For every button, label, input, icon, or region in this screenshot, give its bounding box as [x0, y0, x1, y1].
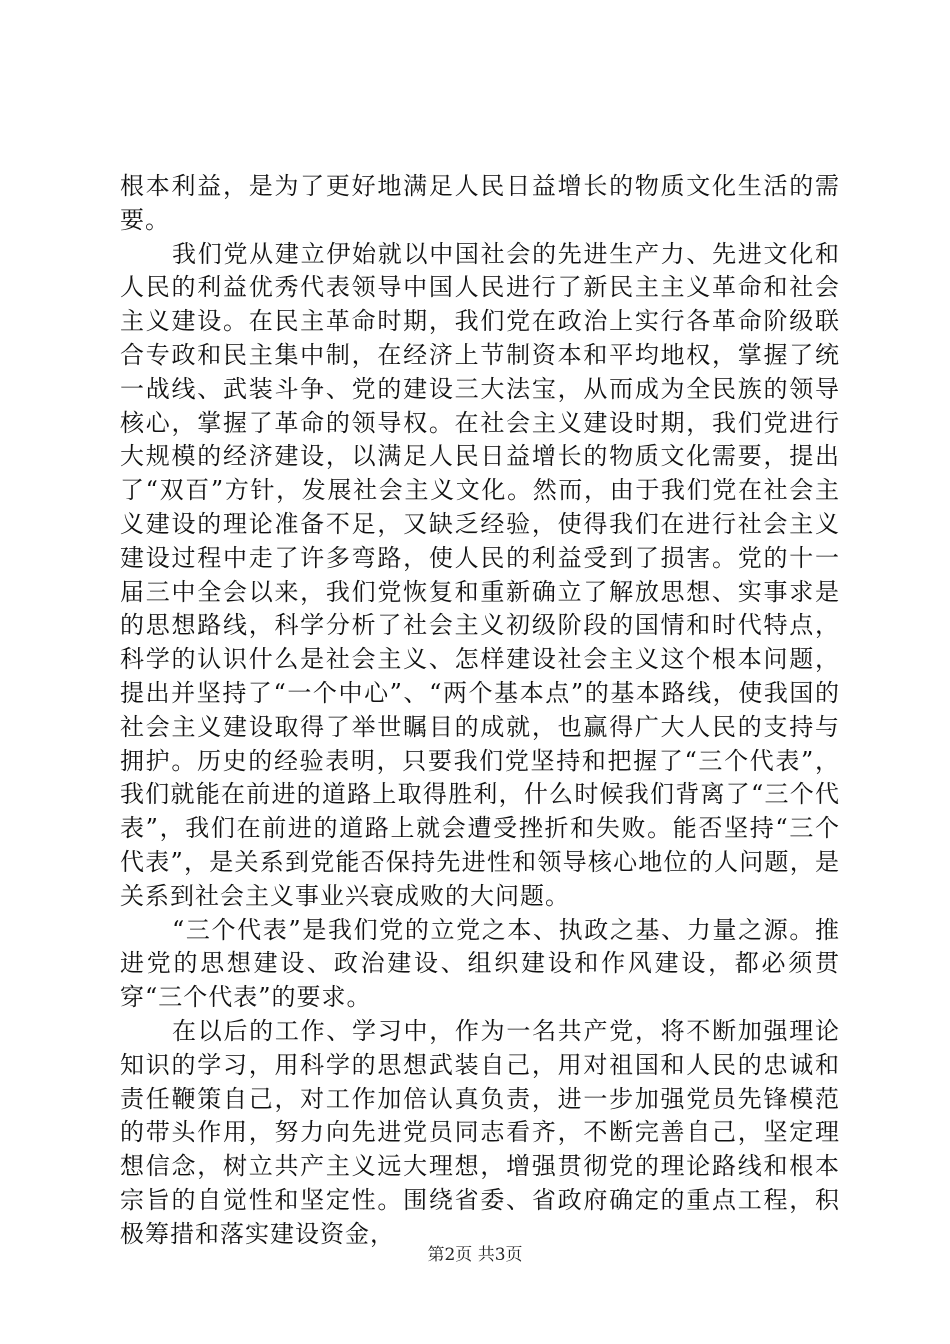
page-number-footer: 第2页 共3页	[427, 1245, 523, 1265]
paragraph-1: 根本利益，是为了更好地满足人民日益增长的物质文化生活的需要。	[120, 172, 840, 234]
paragraph-3: “三个代表”是我们党的立党之本、执政之基、力量之源。推进党的思想建设、政治建设、组织建设和作风建设，都必须贯穿“三个代表”的要求。	[120, 915, 840, 1012]
paragraph-4: 在以后的工作、学习中，作为一名共产党，将不断加强理论知识的学习，用科学的思想武装自己，用对祖国和人民的忠诚和责任鞭策自己，对工作加倍认真负责，进一步加强党员先锋模范的带头作用，努力向先进党员同志看齐，不断完善自己，坚定理想信念，树立共产主义远大理想，增强贯彻党的理论路线和根本宗旨的自觉性和坚定性。围绕省委、省政府确定的重点工程，积极筹措和落实建设资金，	[120, 1016, 840, 1248]
paragraph-2: 我们党从建立伊始就以中国社会的先进生产力、先进文化和人民的利益优秀代表领导中国人民进行了新民主主义革命和社会主义建设。在民主革命时期，我们党在政治上实行各革命阶级联合专政和民主集中制，在经济上节制资本和平均地权，掌握了统一战线、武装斗争、党的建设三大法宝，从而成为全民族的领导核心，掌握了革命的领导权。在社会主义建设时期，我们党进行大规模的经济建设，以满足人民日益增长的物质文化需要，提出了“双百”方针，发展社会主义文化。然而，由于我们党在社会主义建设的理论准备不足，又缺乏经验，使得我们在进行社会主义建设过程中走了许多弯路，使人民的利益受到了损害。党的十一届三中全会以来，我们党恢复和重新确立了解放思想、实事求是的思想路线，科学分析了社会主义初级阶段的国情和时代特点，科学的认识什么是社会主义、怎样建设社会主义这个根本问题，提出并坚持了“一个中心”、“两个基本点”的基本路线，使我国的社会主义建设取得了举世瞩目的成就，也赢得广大人民的支持与拥护。历史的经验表明，只要我们党坚持和把握了“三个代表”，我们就能在前进的道路上取得胜利，什么时候我们背离了“三个代表”，我们在前进的道路上就会遭受挫折和失败。能否坚持“三个代表”，是关系到党能否保持先进性和领导核心地位的人问题，是关系到社会主义事业兴衰成败的大问题。	[120, 239, 840, 910]
document-body	[120, 170, 840, 1252]
